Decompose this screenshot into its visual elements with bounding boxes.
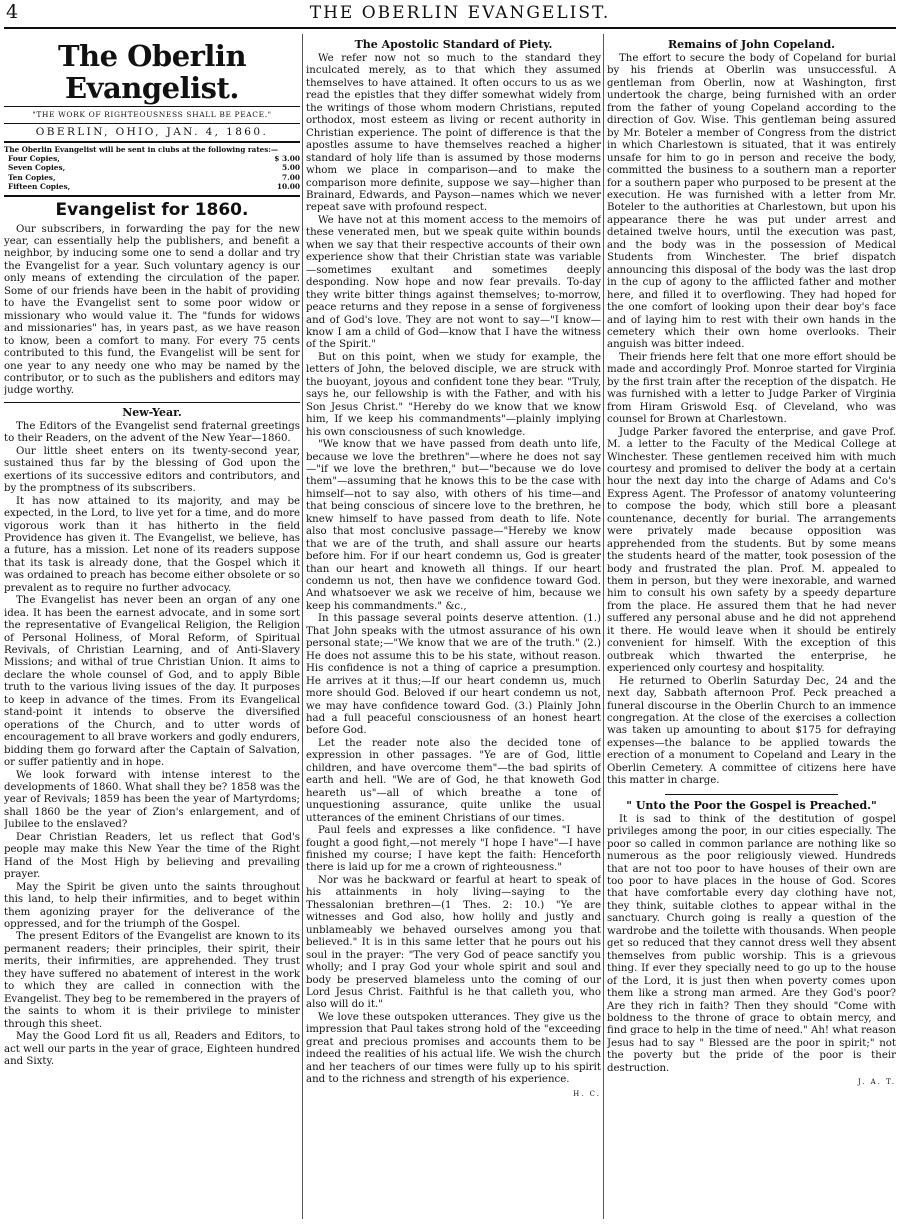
rate-row [4, 163, 300, 172]
masthead-title: The Oberlin Evangelist. [57, 39, 247, 105]
column-rule-2 [603, 34, 604, 1219]
paragraph: Our little sheet enters on its twenty-second year, sustained thus far by the blessing of God upon the exertions of its successive editors and contributors, and by the promptness of its subscribers. [4, 445, 300, 495]
paragraph: We love these outspoken utterances. They give us the impression that Paul takes strong hold of the "exceeding great and precious promises and accounts them to be indeed the realities of his actual life. We wish the church and her teachers of our times were fully up to his spirit and to the richness and strength of his experience. [306, 1011, 601, 1086]
paragraph: "We know that we have passed from death unto life, because we love the brethren"—where he does not say—"if we love the brethren," but—"because we do love them"—assuming that he knows this to be the case with himself—not to say also, with others of his time—and that being conscious of sincere love to the brethren, he knew himself to have passed from death to life. Note also that most conclusive passage—"Hereby we know that we are of the truth, and shall assure our hearts before him. For if our heart condemn us, God is greater than our heart and knoweth all things. If our heart condemn us not, then have we confidence toward God. And whatsoever we ask we receive of him, because we keep his commandments." &c., [306, 439, 601, 612]
rate-label: Fifteen Copies, [8, 182, 71, 192]
paragraph: He returned to Oberlin Saturday Dec, 24 and the next day, Sabbath afternoon Prof. Peck preached a funeral discourse in the Oberlin Church to an immence congregation. At the close of the exercises a collection was taken up amounting to about $175 for defraying expenses—the balance to be applied towards the erection of a monument to Copeland and Leary in the Oberlin Cemetery. A committee of citizens here have this matter in charge. [607, 675, 896, 787]
rate-amount: 10.00 [276, 182, 300, 192]
paragraph: The Editors of the Evangelist send fraternal greetings to their Readers, on the advent of the New Year—1860. [4, 420, 300, 445]
paragraph: Judge Parker favored the enterprise, and gave Prof. M. a letter to the Faculty of the Medical College at Winchester. These gentlemen received him with much courtesy and promised to deliver the body at a certain hour the next day into the charge of Adams and Co's Express Agent. The Professor of anatomy volunteering to compose the body, which still bore a pleasant countenance, decently for burial. The arrangements were privately made because opposition was apprehended from the students. But by some means the students heard of the matter, took posession of the body and frustrated the plan. Prof. M. appealed to them in person, but they were inexorable, and warned him to consult his own safety by a speedy departure from the place. He assured them that he had never suffered any personal abuse and he did not apprehend it there. He would leave when it should be entirely convenient for himself. With the exception of this outbreak which thwarted the enterprise, he experienced only courtesy and hospitality. [607, 426, 896, 675]
paragraph: The present Editors of the Evangelist are known to its permanent readers; their principles, their spirit, their merits, their infirmities, are apprehended. They trust they have suffered no abatement of interest in the work to which they are called in connection with the Evangelist. They beg to be remembered in the prayers of the saints to whom it is their privilege to minister through this sheet. [4, 931, 300, 1030]
article-heading-copeland: Remains of John Copeland. [668, 38, 835, 51]
paragraph: The Evangelist has never been an organ of any one idea. It has been the earnest advocate, and in some sort the representative of Evangelical Religion, the Religion of Personal Holiness, of Moral Reform, of Spiritual Revivals, of Christian Learning, and of Anti-Slavery Missions; and withal of true Christian Union. It aims to declare the whole counsel of God, and to apply Bible truth to the various living issues of the day. It purposes to keep in advance of the times. From its Evangelical stand-point it intends to observe the diversified operations of the Church, and to utter words of encouragement to all brave workers and godly endurers, bidding them go forward after the Captain of Salvation, or suffer patiently and in hope. [4, 595, 300, 769]
paragraph: Let the reader note also the decided tone of expression in other passages. "Ye are of God, little children, and have overcome them"—the bad spirits of earth and hell. "We are of God, he that knoweth God heareth us"—all of which breathe a tone of unquestioning assurance, quite unlike the usual utterances of the eminent Christians of our times. [306, 737, 601, 824]
column-2 [306, 34, 601, 1221]
paragraph: But on this point, when we study for example, the letters of John, the beloved disciple, we are struck with the buoyant, joyous and confident tone they bear. "Truly, says he, our fellowship is with the Father, and with his Son Jesus Christ." "Hereby do we know that we know him, If we keep his commandments"—plainly implying his own consciousness of such knowledge. [306, 351, 601, 438]
dateline: OBERLIN, OHIO, JAN. 4, 1860. [4, 126, 300, 142]
column-1 [4, 34, 300, 1221]
paragraph: We look forward with intense interest to the developments of 1860. What shall they be? 1858 was the year of Revivals; 1859 has been the year of Martyrdoms; shall 1860 be the year of Zion's enlargement, and of Jubilee to the enslaved? [4, 769, 300, 831]
paragraph: Dear Christian Readers, let us reflect that God's people may make this New Year the time of the Right Hand of the Most High by believing and prevailing prayer. [4, 831, 300, 881]
paragraph: Nor was he backward or fearful at heart to speak of his attainments in holy living—saying to the Thessalonian brethren—(1 Thes. 2: 10.) "Ye are witnesses and God also, how holily and justly and unblameably we behaved ourselves among you that believed." It is in this same letter that he pours out his soul in the prayer: "The very God of peace sanctify you wholly; and I pray God your whole spirit and soul and body be preserved blameless unto the coming of our Lord Jesus Christ. Faithful is he that calleth you, who also will do it." [306, 874, 601, 1011]
top-rule [4, 27, 896, 29]
paragraph: In this passage several points deserve attention. (1.) That John speaks with the utmost assurance of his own personal state;—"We know that we are of the truth." (2.) He does not assume this to be his state, without reason. His confidence is not a thing of caprice a presumption. He arrives at it thus;—If our heart condemn us, much more should God. Beloved if our heart condemn us not, we may have confidence toward God. (3.) Plainly John had a full peaceful consciousness of an honest heart before God. [306, 613, 601, 737]
rate-row [4, 182, 300, 191]
running-title: THE OBERLIN EVANGELIST. [309, 3, 611, 23]
article-heading-new-year: New-Year. [4, 402, 300, 419]
article-signature: H. C. [573, 1089, 601, 1098]
rate-label: Ten Copies, [8, 172, 56, 182]
paragraph: The effort to secure the body of Copeland for burial by his friends at Oberlin was unsuccessful. A gentleman from Oberlin, now at Washington, first undertook the charge, being furnished with an order from the father of young Copeland according to the direction of Gov. Wise. This gentleman being assured by Mr. Boteler a member of Congress from the district in which Charlestown is situated, that it was entirely unsafe for him to go in person and receive the body, committed the business to a southern man a reporter for a southern paper who purposed to be present at the execution. He was furnished with a letter from Mr. Boteler to the authorities at Charlestown, but upon his appearance there he was put under arrest and detained twelve hours, until the execution was past, and the body was in the possession of Medical Students from Winchester. The brief dispatch announcing this disposal of the body was the last drop in the cup of agony to the afflicted father and mother here, and filled it to overflowing. They had hoped for the one comfort of looking upon their dear boy's face and of laying him to rest with their own hands in the cemetery which their own home overlooks. Their anguish was bitter indeed. [607, 53, 896, 351]
masthead-motto: "THE WORK OF RIGHTEOUSNESS SHALL BE PEACE." [4, 106, 300, 124]
paragraph: May the Spirit be given unto the saints throughout this land, to help their infirmities, and to beget within them agonizing prayer for the deliverance of the oppressed, and for the triumph of the Gospel. [4, 881, 300, 930]
running-head [0, 0, 900, 26]
page-number: 4 [6, 1, 19, 23]
paragraph: May the Good Lord fit us all, Readers and Editors, to act well our parts in the year of grace, Eighteen hundred and Sixty. [4, 1031, 300, 1067]
paragraph: Our subscribers, in forwarding the pay for the new year, can essentially help the publishers, and benefit a neighbor, by inducing some one to send a dollar and try the Evangelist for a year. Such voluntary agency is our only means of extending the circulation of the paper. Some of our friends have been in the habit of providing to have the Evangelist sent to some poor widow or missionary who would value it. The "funds for widows and missionaries" has, in years past, as we have reason to know, been a comfort to many. For every 75 cents contributed to this fund, the Evangelist will be sent for one year to any needy one who may be named by the contributor, or to such as the publishers and editors may judge worthy. [4, 223, 300, 397]
column-rule-1 [302, 34, 303, 1219]
article-body-gospel-poor [607, 814, 896, 1076]
article-signature: J. A. T. [857, 1078, 896, 1087]
article-body-new-year [4, 421, 300, 1069]
article-body-copeland [607, 53, 896, 788]
paragraph: It has now attained to its majority, and may be expected, in the Lord, to live yet for a time, and do more vigorous work than it has hitherto in the field Providence has given it. The Evangelist, we believe, has a future, has a mission. Let none of its readers suppose that its task is already done, that the Gospel which it was ordained to preach has become either obsolete or so prevalent as to require no further advocacy. [4, 495, 300, 594]
rate-amount: 7.00 [281, 172, 300, 182]
rate-label: Seven Copies, [8, 163, 66, 173]
article-heading-evangelist-1860: Evangelist for 1860. [55, 199, 249, 220]
paragraph: We refer now not so much to the standard they inculcated merely, as to that which they assumed themselves to have attained. It often occurs to us as we read the epistles that they differ somewhat widely from the writings of those whom modern Christians, reputed orthodox, most esteem as living or recent authority in Christian experience. The point of difference is that the apostles assume to have themselves reached a higher standard of holy life than is assumed by those moderns whom we place in comparison—and to make the comparison more definite, suppose we say—higher than Brainard, Edwards, and Payson—names which we never repeat save with profound respect. [306, 53, 601, 214]
paragraph: It is sad to think of the destitution of gospel privileges among the poor, in our cities especially. The poor so called in common parlance are nothing like so numerous as the poor religiously viewed. Hundreds that are not too poor to have houses of their own are too poor to have places in the house of God. Scores that have comfortable every day clothing have not, they think, suitable clothes to appear withal in the sanctuary. Church going is really a question of the wardrobe and the toilette with thousands. When people get so reduced that they cannot dress well they absent themselves from public worship. This is a grievous thing. If ever they specially need to go up to the house of the Lord, it is just then when poverty comes upon them like a strong man armed. Are they God's poor? Are they rich in faith? Then they should "Come with boldness to the throne of grace to obtain mercy, and find grace to help in the time of need." Ah! what reason Jesus had to say " Blessed are the poor in spirit;" not the poverty but the pride of the poor is their destruction. [607, 813, 896, 1074]
article-heading-gospel-poor: " Unto the Poor the Gospel is Preached." [626, 798, 877, 812]
rate-row [4, 154, 300, 163]
paragraph: Their friends here felt that one more effort should be made and accordingly Prof. Monroe started for Virginia by the first train after the reception of the dispatch. He was furnished with a letter to Judge Parker of Virginia from Hiram Griswold Esq. of Cleveland, who was counsel for Brown at Charlestown. [607, 351, 896, 426]
article-heading-apostolic-standard: The Apostolic Standard of Piety. [354, 38, 553, 51]
rates-intro: The Oberlin Evangelist will be sent in clubs at the following rates:— [4, 144, 279, 154]
rates-list [4, 154, 300, 192]
masthead-bottom-rule [4, 195, 300, 197]
rate-row [4, 173, 300, 182]
rate-label: Four Copies, [8, 153, 60, 163]
column-3 [607, 34, 896, 1221]
rate-amount: 5.00 [281, 163, 300, 173]
paragraph: We have not at this moment access to the memoirs of these venerated men, but we speak quite within bounds when we say that their respective accounts of their own experience show that their Christian state was variable—sometimes exultant and sometimes deeply desponding. Now hope and now fear prevails. To-day they write bitter things against themselves; to-morrow, peace returns and they repose in a sense of forgiveness and of God's love. They are not wont to say—"I know—know I am a child of God—know that I have the witness of the Spirit." [306, 214, 601, 351]
article-separator [665, 794, 838, 795]
paragraph: Paul feels and expresses a like confidence. "I have fought a good fight,—not merely "I hope I have"—I have finished my course; I have kept the faith: Henceforth there is laid up for me a crown of righteousness." [306, 825, 601, 874]
rate-amount: $ 3.00 [274, 153, 300, 163]
article-body-evangelist-1860 [4, 224, 300, 398]
article-body-apostolic-standard [306, 53, 601, 1087]
